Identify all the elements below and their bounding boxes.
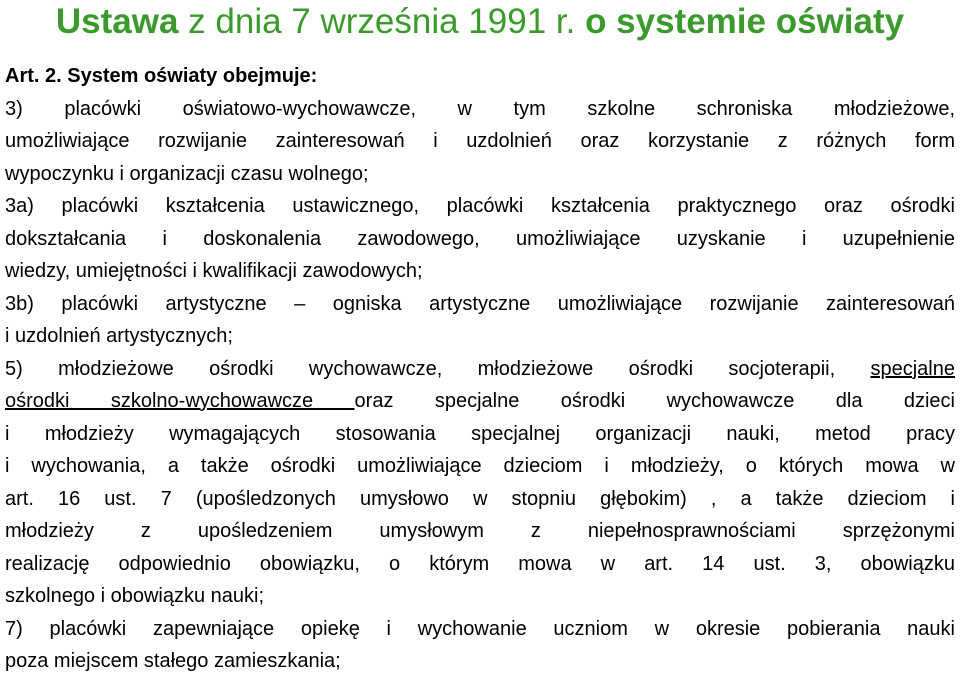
article-heading: Art. 2. System oświaty obejmuje: (5, 65, 318, 87)
title-date: z dnia 7 września 1991 r. (178, 2, 586, 41)
text-line-17: 7) placówki zapewniające opiekę i wychowanie uczniom w okresie pobierania nauki (5, 617, 955, 640)
text-line-2: umożliwiające rozwijanie zainteresowań i uzdolnień oraz korzystanie z różnych form (5, 130, 955, 152)
text-line-3: wypoczynku i organizacji czasu wolnego; (5, 162, 369, 185)
text-line-18: poza miejscem stałego zamieszkania; (5, 650, 341, 672)
text-line-14: młodzieży z upośledzeniem umysłowym z niepełnosprawnościami sprzężonymi (5, 520, 955, 542)
text-line-11: i młodzieży wymagających stosowania specjalnej organizacji nauki, metod pracy (5, 422, 955, 445)
title-subject: o systemie oświaty (585, 2, 905, 41)
text-line-7: 3b) placówki artystyczne – ogniska artystyczne umożliwiające rozwijanie zainteresowań (5, 292, 955, 315)
text-line-10 (5, 385, 955, 418)
document-title (56, 2, 904, 42)
document-body (5, 60, 955, 678)
text-line-15: realizację odpowiednio obowiązku, o którym mowa w art. 14 ust. 3, obowiązku (5, 552, 955, 575)
text-line-9-underlined: specjalne (870, 357, 955, 380)
text-line-16: szkolnego i obowiązku nauki; (5, 585, 265, 607)
title-act-word: Ustawa (55, 2, 179, 41)
text-line-1: 3) placówki oświatowo-wychowawcze, w tym szkolne schroniska młodzieżowe, (5, 97, 955, 120)
text-line-9-plain: 5) młodzieżowe ośrodki wychowawcze, młodzieżowe ośrodki socjoterapii, (5, 357, 871, 380)
text-line-9 (5, 353, 955, 386)
text-line-10-underlined: ośrodki szkolno-wychowawcze (5, 390, 355, 412)
text-line-5: dokształcania i doskonalenia zawodowego, umożliwiające uzyskanie i uzupełnienie (5, 227, 955, 250)
text-line-6: wiedzy, umiejętności i kwalifikacji zawodowych; (5, 260, 423, 282)
text-line-8: i uzdolnień artystycznych; (5, 325, 233, 347)
text-line-10-plain: oraz specjalne ośrodki wychowawcze dla dzieci (354, 390, 955, 412)
text-line-4: 3a) placówki kształcenia ustawicznego, placówki kształcenia praktycznego oraz ośrodki (5, 195, 955, 217)
text-line-12: i wychowania, a także ośrodki umożliwiające dzieciom i młodzieży, o których mowa w (5, 455, 955, 477)
text-line-13: art. 16 ust. 7 (upośledzonych umysłowo w stopniu głębokim) , a także dzieciom i (5, 487, 955, 510)
document-title-container (0, 2, 960, 42)
